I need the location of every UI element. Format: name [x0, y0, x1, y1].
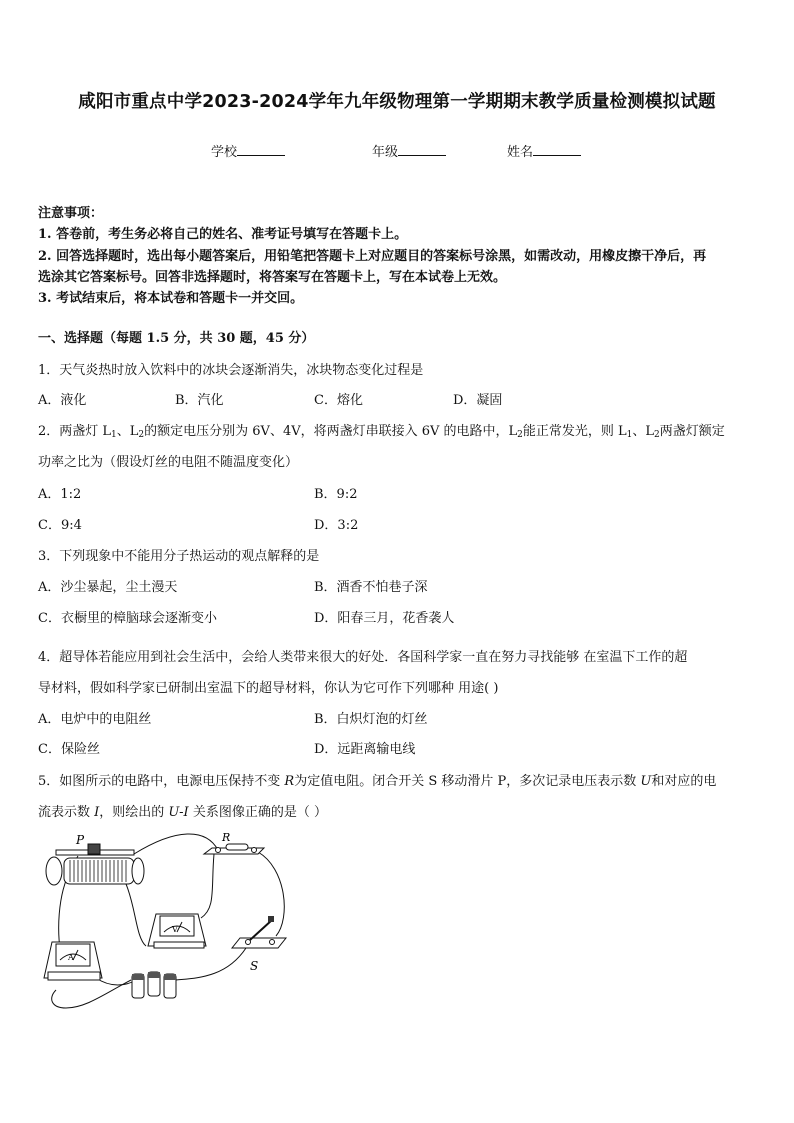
- wire-rheostat-voltmeter: [126, 884, 146, 946]
- section-heading: 一、选择题（每题 1.5 分，共 30 题，45 分）: [38, 331, 315, 346]
- q1-option-b: B．汽化: [175, 393, 224, 408]
- question-5-stem: [38, 770, 716, 789]
- q4-option-c: C．保险丝: [38, 742, 100, 757]
- notice-heading: 注意事项：: [38, 206, 104, 221]
- switch-s: [232, 916, 286, 948]
- wire-rheostat-resistor: [134, 834, 218, 854]
- name-blank: [533, 143, 581, 156]
- q4-option-b: B．白炽灯泡的灯丝: [314, 712, 428, 727]
- label-v: V: [172, 925, 178, 934]
- wire-ammeter-battery: [96, 978, 136, 985]
- question-1-stem: 1．天气炎热时放入饮料中的冰块会逐渐消失，冰块物态变化过程是: [38, 363, 424, 378]
- notice-item-2: 2. 回答选择题时，选出每小题答案后，用铅笔把答题卡上对应题目的答案标号涂黑，如需改动，用橡皮擦干净后，再: [38, 249, 707, 264]
- question-3-stem: 3．下列现象中不能用分子热运动的观点解释的是: [38, 549, 320, 564]
- wire-resistor-voltmeter: [201, 854, 214, 918]
- wire-battery-ammeter: [52, 980, 131, 1008]
- q5-text-3: 和对应的电: [651, 774, 717, 789]
- q2-sub-3: 2: [517, 430, 523, 440]
- notice-item-1: 1. 答卷前，考生务必将自己的姓名、准考证号填写在答题卡上。: [38, 227, 408, 242]
- q2-sub-2: 2: [138, 430, 145, 440]
- q5-var-u: U: [640, 774, 652, 789]
- wire-resistor-switch: [258, 852, 284, 936]
- question-4-stem: 4．超导体若能应用到社会生活中，会给人类带来很大的好处．各国科学家一直在努力寻找能够 在室温下工作的超: [38, 650, 688, 665]
- q5-text-4: 流表示数: [38, 805, 95, 820]
- q5-var-r: R: [284, 774, 295, 789]
- q2-option-b: B．9:2: [314, 487, 358, 502]
- wire-switch-battery: [176, 948, 246, 980]
- question-2-stem: [38, 420, 725, 440]
- q2-text-1: 2．两盏灯 L: [38, 424, 112, 439]
- battery-pack: [132, 972, 176, 998]
- grade-blank: [398, 143, 446, 156]
- q2-text-6: 两盏灯额定: [659, 424, 725, 439]
- name-field: [507, 141, 581, 160]
- q5-text-6: 关系图像正确的是（ ）: [188, 805, 327, 820]
- resistor-r: [204, 844, 264, 854]
- q5-text-5: ，则绘出的: [99, 805, 169, 820]
- school-blank: [237, 143, 285, 156]
- q4-option-d: D．远距离输电线: [314, 742, 416, 757]
- q2-text-5: 、L: [632, 424, 655, 439]
- q2-sub-4: 1: [626, 430, 633, 440]
- q5-text-2: 为定值电阻。闭合开关 S 移动滑片 P，多次记录电压表示数: [294, 774, 641, 789]
- q2-option-a: A．1:2: [38, 487, 82, 502]
- grade-label: 年级: [372, 145, 399, 160]
- q3-option-c: C．衣橱里的樟脑球会逐渐变小: [38, 611, 217, 626]
- q5-text-1: 5．如图所示的电路中，电源电压保持不变: [38, 774, 285, 789]
- q1-option-c: C．熔化: [314, 393, 363, 408]
- notice-item-2-cont: 选涂其它答案标号。回答非选择题时，将答案写在答题卡上，写在本试卷上无效。: [38, 270, 507, 285]
- q4-option-a: A．电炉中的电阻丝: [38, 712, 152, 727]
- label-a: A: [68, 953, 74, 962]
- label-r: R: [222, 831, 231, 844]
- rheostat: [46, 844, 144, 885]
- q2-option-d: D．3:2: [314, 518, 359, 533]
- q2-sub-5: 2: [654, 430, 660, 440]
- q2-text-3: 的额定电压分别为 6V、4V，将两盏灯串联接入 6V 的电路中，L: [144, 424, 518, 439]
- q2-text-4: 能正常发光，则 L: [522, 424, 627, 439]
- grade-field: [372, 141, 446, 160]
- name-label: 姓名: [507, 145, 534, 160]
- q2-sub-1: 1: [111, 430, 117, 440]
- q5-var-ui: U-I: [168, 805, 189, 820]
- q5-var-i: I: [94, 805, 100, 820]
- circuit-diagram: [36, 828, 296, 1028]
- school-label: 学校: [211, 145, 238, 160]
- notice-item-3: 3. 考试结束后，将本试卷和答题卡一并交回。: [38, 291, 304, 306]
- q3-option-d: D．阳春三月，花香袭人: [314, 611, 455, 626]
- q2-text-2: 、L: [116, 424, 139, 439]
- q1-option-d: D．凝固: [453, 393, 503, 408]
- question-2-stem-cont: 功率之比为（假设灯丝的电阻不随温度变化）: [38, 455, 299, 470]
- q3-option-b: B．酒香不怕巷子深: [314, 580, 428, 595]
- slider-p: [88, 844, 100, 854]
- school-field: [211, 141, 285, 160]
- question-4-stem-cont: 导材料，假如科学家已研制出室温下的超导材料，你认为它可作下列哪种 用途( ): [38, 681, 499, 696]
- q2-option-c: C．9:4: [38, 518, 82, 533]
- page-title: 咸阳市重点中学2023-2024学年九年级物理第一学期期末教学质量检测模拟试题: [78, 92, 716, 112]
- label-s: S: [250, 959, 259, 973]
- label-p: P: [76, 833, 85, 847]
- q3-option-a: A．沙尘暴起，尘土漫天: [38, 580, 178, 595]
- question-5-stem-cont: [38, 801, 327, 820]
- q1-option-a: A．液化: [38, 393, 87, 408]
